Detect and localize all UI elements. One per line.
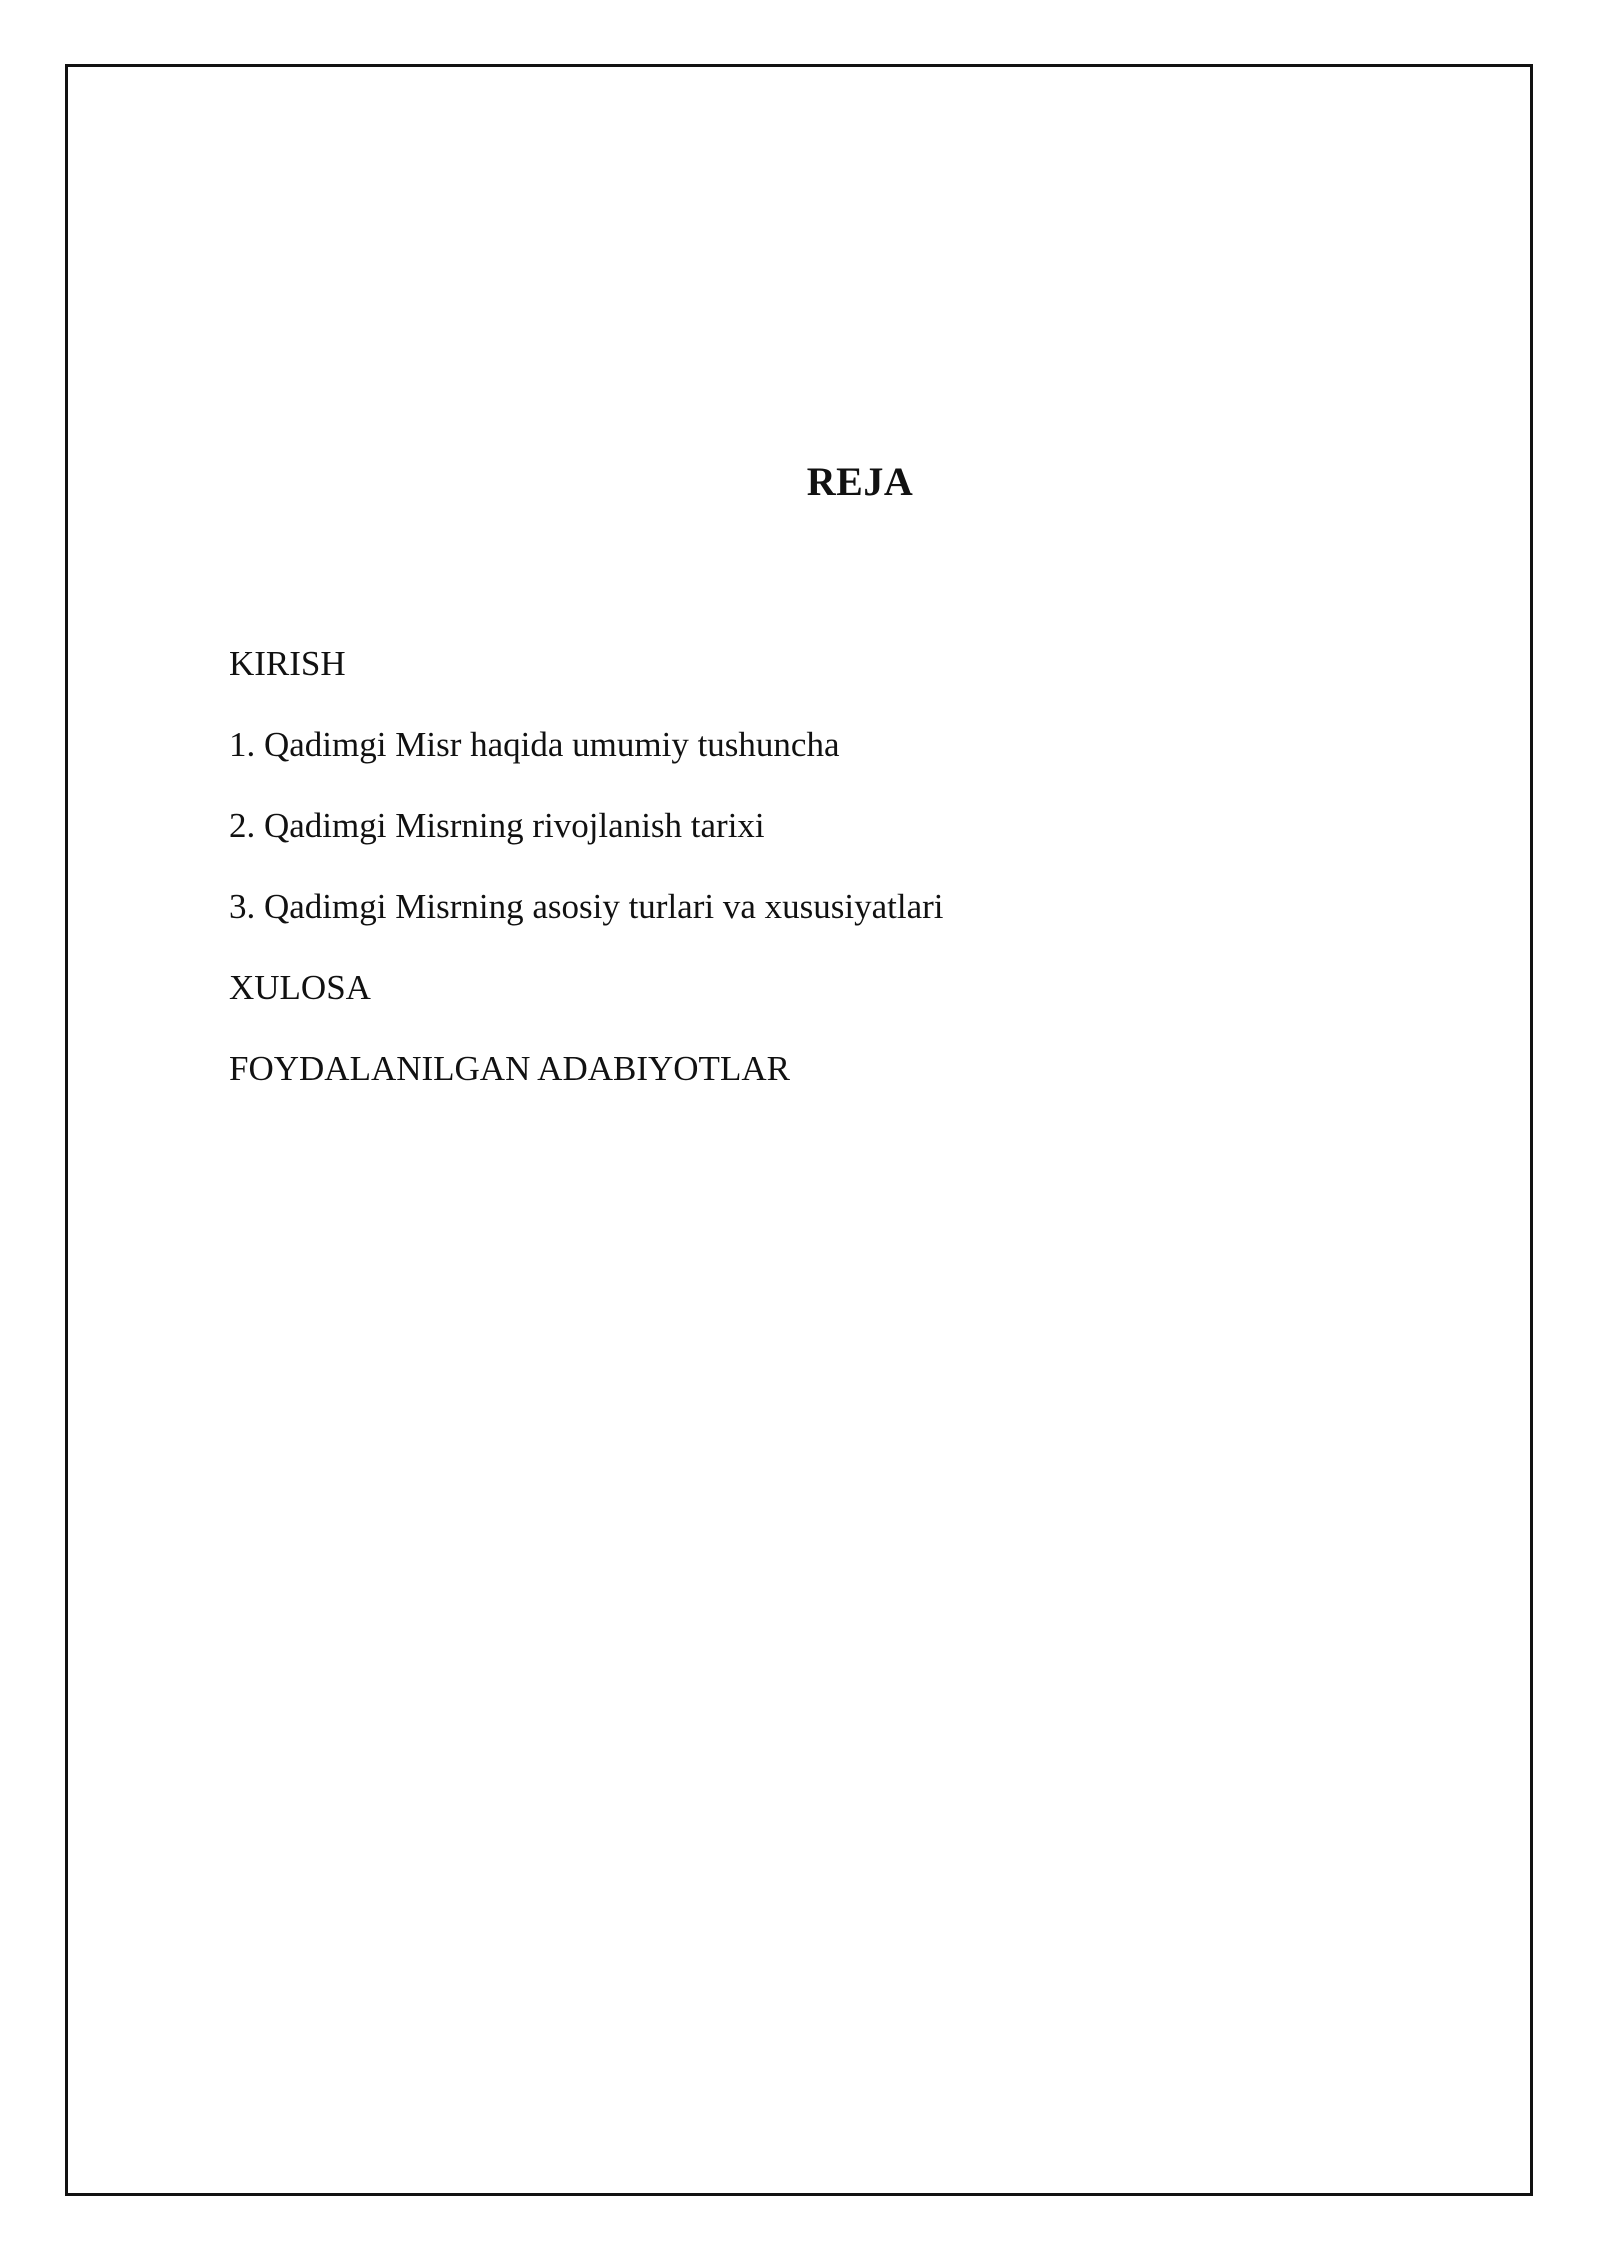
plan-list	[229, 643, 944, 1129]
plan-item-introduction: KIRISH	[229, 644, 346, 683]
page-title: REJA	[806, 459, 914, 504]
plan-item-references: FOYDALANILGAN ADABIYOTLAR	[229, 1049, 790, 1088]
plan-item-3: 3. Qadimgi Misrning asosiy turlari va xususiyatlari	[229, 887, 944, 926]
plan-item-2: 2. Qadimgi Misrning rivojlanish tarixi	[229, 806, 765, 845]
plan-item-1: 1. Qadimgi Misr haqida umumiy tushuncha	[229, 725, 840, 764]
page-border	[65, 64, 1533, 2196]
plan-item-conclusion: XULOSA	[229, 968, 371, 1007]
